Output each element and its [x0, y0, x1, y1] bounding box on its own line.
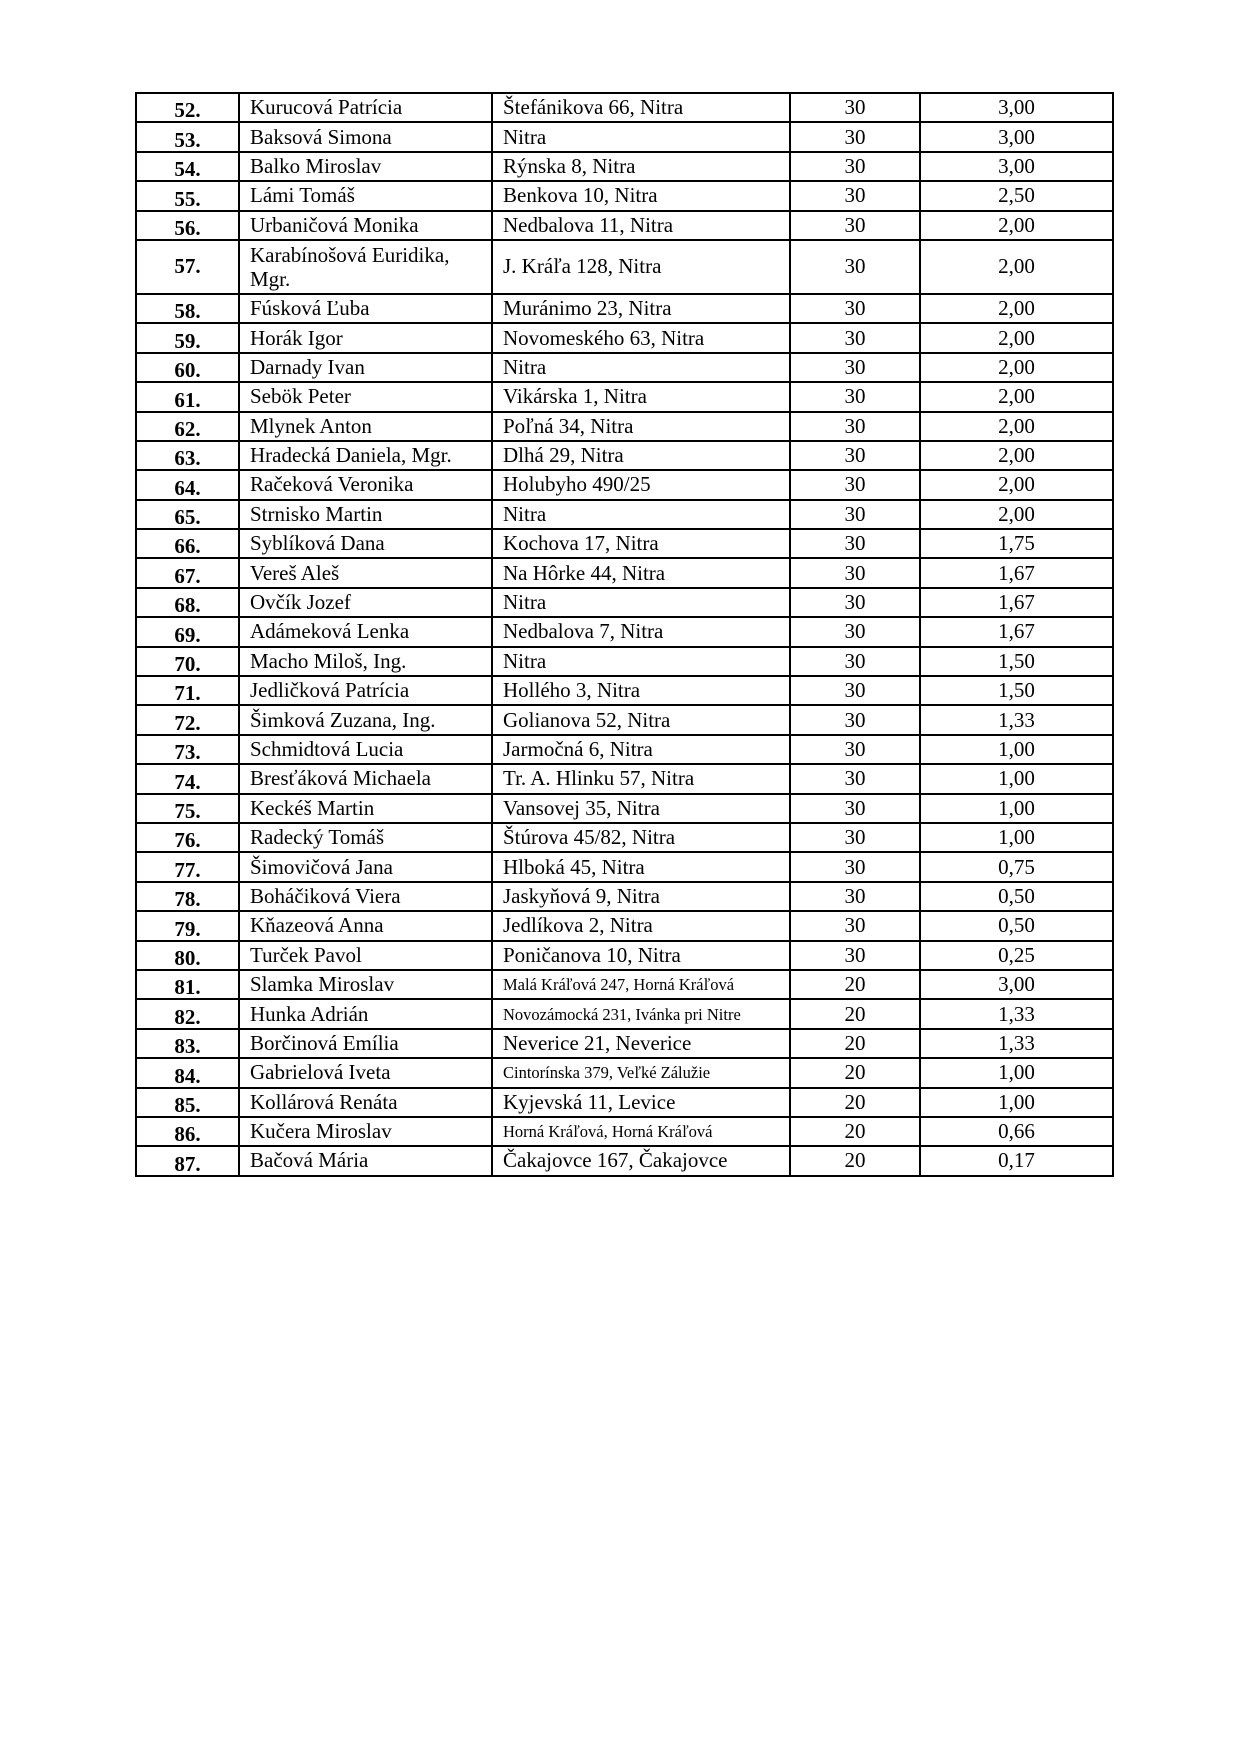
- score-value: 2,00: [920, 294, 1113, 323]
- count-value: 30: [790, 617, 920, 646]
- score-value: 0,17: [920, 1146, 1113, 1175]
- table-row: [136, 588, 1113, 617]
- row-number: 54.: [136, 152, 239, 181]
- row-number: 82.: [136, 999, 239, 1028]
- document-table-container: [135, 92, 1112, 1177]
- address: Holubyho 490/25: [492, 470, 790, 499]
- address: Štúrova 45/82, Nitra: [492, 823, 790, 852]
- count-value: 30: [790, 735, 920, 764]
- row-number: 70.: [136, 647, 239, 676]
- table-body: [136, 93, 1113, 1176]
- table-row: [136, 999, 1113, 1028]
- row-number: 62.: [136, 412, 239, 441]
- score-value: 2,00: [920, 353, 1113, 382]
- row-number: 65.: [136, 500, 239, 529]
- table-row: [136, 1058, 1113, 1087]
- address: Vikárska 1, Nitra: [492, 382, 790, 411]
- row-number: 56.: [136, 211, 239, 240]
- address: Dlhá 29, Nitra: [492, 441, 790, 470]
- table-row: [136, 794, 1113, 823]
- person-name: Balko Miroslav: [239, 152, 492, 181]
- count-value: 30: [790, 705, 920, 734]
- count-value: 30: [790, 529, 920, 558]
- score-value: 2,00: [920, 323, 1113, 352]
- row-number: 80.: [136, 941, 239, 970]
- count-value: 30: [790, 181, 920, 210]
- score-value: 2,00: [920, 240, 1113, 294]
- score-value: 1,67: [920, 617, 1113, 646]
- table-row: [136, 211, 1113, 240]
- row-number: 53.: [136, 122, 239, 151]
- address: Vansovej 35, Nitra: [492, 794, 790, 823]
- address: Poľná 34, Nitra: [492, 412, 790, 441]
- count-value: 20: [790, 999, 920, 1028]
- address: J. Kráľa 128, Nitra: [492, 240, 790, 294]
- table-row: [136, 122, 1113, 151]
- score-value: 2,00: [920, 412, 1113, 441]
- row-number: 72.: [136, 705, 239, 734]
- address: Kyjevská 11, Levice: [492, 1088, 790, 1117]
- score-value: 1,33: [920, 1029, 1113, 1058]
- person-name: Kollárová Renáta: [239, 1088, 492, 1117]
- table-row: [136, 500, 1113, 529]
- score-value: 2,00: [920, 382, 1113, 411]
- count-value: 20: [790, 1058, 920, 1087]
- person-name: Karabínošová Euridika, Mgr.: [239, 240, 492, 294]
- count-value: 30: [790, 764, 920, 793]
- count-value: 30: [790, 93, 920, 122]
- table-row: [136, 735, 1113, 764]
- address: Poničanova 10, Nitra: [492, 941, 790, 970]
- person-name: Turček Pavol: [239, 941, 492, 970]
- score-value: 1,00: [920, 823, 1113, 852]
- person-name: Kučera Miroslav: [239, 1117, 492, 1146]
- address: Tr. A. Hlinku 57, Nitra: [492, 764, 790, 793]
- person-name: Strnisko Martin: [239, 500, 492, 529]
- score-value: 1,75: [920, 529, 1113, 558]
- person-name: Baksová Simona: [239, 122, 492, 151]
- address: Nitra: [492, 353, 790, 382]
- table-row: [136, 882, 1113, 911]
- count-value: 30: [790, 470, 920, 499]
- person-name: Hradecká Daniela, Mgr.: [239, 441, 492, 470]
- person-name: Bresťáková Michaela: [239, 764, 492, 793]
- score-value: 1,50: [920, 676, 1113, 705]
- score-value: 1,33: [920, 999, 1113, 1028]
- score-value: 2,00: [920, 211, 1113, 240]
- count-value: 20: [790, 1088, 920, 1117]
- count-value: 30: [790, 294, 920, 323]
- count-value: 30: [790, 647, 920, 676]
- table-row: [136, 705, 1113, 734]
- count-value: 30: [790, 588, 920, 617]
- row-number: 76.: [136, 823, 239, 852]
- table-row: [136, 323, 1113, 352]
- score-value: 1,67: [920, 588, 1113, 617]
- person-name: Darnady Ivan: [239, 353, 492, 382]
- score-value: 1,00: [920, 735, 1113, 764]
- person-name: Šimková Zuzana, Ing.: [239, 705, 492, 734]
- table-row: [136, 941, 1113, 970]
- score-value: 0,25: [920, 941, 1113, 970]
- row-number: 66.: [136, 529, 239, 558]
- count-value: 30: [790, 240, 920, 294]
- table-row: [136, 823, 1113, 852]
- table-row: [136, 93, 1113, 122]
- row-number: 59.: [136, 323, 239, 352]
- table-row: [136, 353, 1113, 382]
- score-value: 0,75: [920, 852, 1113, 881]
- address: Nitra: [492, 647, 790, 676]
- count-value: 30: [790, 441, 920, 470]
- person-name: Radecký Tomáš: [239, 823, 492, 852]
- score-value: 1,00: [920, 1058, 1113, 1087]
- count-value: 30: [790, 353, 920, 382]
- row-number: 75.: [136, 794, 239, 823]
- address: Novozámocká 231, Ivánka pri Nitre: [492, 999, 790, 1028]
- row-number: 86.: [136, 1117, 239, 1146]
- table-row: [136, 1146, 1113, 1175]
- address: Hlboká 45, Nitra: [492, 852, 790, 881]
- count-value: 30: [790, 676, 920, 705]
- score-value: 1,00: [920, 1088, 1113, 1117]
- table-row: [136, 1117, 1113, 1146]
- count-value: 20: [790, 1146, 920, 1175]
- row-number: 81.: [136, 970, 239, 999]
- count-value: 30: [790, 323, 920, 352]
- person-name: Ovčík Jozef: [239, 588, 492, 617]
- score-value: 0,50: [920, 882, 1113, 911]
- score-value: 1,33: [920, 705, 1113, 734]
- score-value: 2,00: [920, 500, 1113, 529]
- person-name: Šimovičová Jana: [239, 852, 492, 881]
- address: Nitra: [492, 122, 790, 151]
- score-value: 2,00: [920, 470, 1113, 499]
- count-value: 30: [790, 152, 920, 181]
- table-row: [136, 647, 1113, 676]
- row-number: 68.: [136, 588, 239, 617]
- score-value: 1,50: [920, 647, 1113, 676]
- table-row: [136, 558, 1113, 587]
- row-number: 77.: [136, 852, 239, 881]
- table-row: [136, 294, 1113, 323]
- count-value: 30: [790, 211, 920, 240]
- address: Kochova 17, Nitra: [492, 529, 790, 558]
- address: Golianova 52, Nitra: [492, 705, 790, 734]
- count-value: 30: [790, 852, 920, 881]
- person-name: Boháčiková Viera: [239, 882, 492, 911]
- row-number: 64.: [136, 470, 239, 499]
- count-value: 30: [790, 122, 920, 151]
- score-value: 3,00: [920, 970, 1113, 999]
- count-value: 30: [790, 823, 920, 852]
- person-name: Račeková Veronika: [239, 470, 492, 499]
- row-number: 52.: [136, 93, 239, 122]
- table-row: [136, 1029, 1113, 1058]
- person-name: Urbaničová Monika: [239, 211, 492, 240]
- address: Cintorínska 379, Veľké Zálužie: [492, 1058, 790, 1087]
- person-name: Vereš Aleš: [239, 558, 492, 587]
- address: Čakajovce 167, Čakajovce: [492, 1146, 790, 1175]
- count-value: 20: [790, 970, 920, 999]
- row-number: 61.: [136, 382, 239, 411]
- table-row: [136, 617, 1113, 646]
- person-name: Syblíková Dana: [239, 529, 492, 558]
- table-row: [136, 764, 1113, 793]
- score-value: 1,00: [920, 764, 1113, 793]
- score-value: 3,00: [920, 122, 1113, 151]
- person-name: Slamka Miroslav: [239, 970, 492, 999]
- row-number: 84.: [136, 1058, 239, 1087]
- person-name: Borčinová Emília: [239, 1029, 492, 1058]
- count-value: 30: [790, 911, 920, 940]
- address: Rýnska 8, Nitra: [492, 152, 790, 181]
- address: Na Hôrke 44, Nitra: [492, 558, 790, 587]
- address: Horná Kráľová, Horná Kráľová: [492, 1117, 790, 1146]
- row-number: 55.: [136, 181, 239, 210]
- count-value: 30: [790, 500, 920, 529]
- person-name: Fúsková Ľuba: [239, 294, 492, 323]
- score-value: 1,67: [920, 558, 1113, 587]
- address: Neverice 21, Neverice: [492, 1029, 790, 1058]
- row-number: 58.: [136, 294, 239, 323]
- count-value: 30: [790, 382, 920, 411]
- table-row: [136, 152, 1113, 181]
- address: Jedlíkova 2, Nitra: [492, 911, 790, 940]
- address: Nitra: [492, 588, 790, 617]
- address: Nitra: [492, 500, 790, 529]
- person-name: Kňazeová Anna: [239, 911, 492, 940]
- row-number: 60.: [136, 353, 239, 382]
- person-name: Macho Miloš, Ing.: [239, 647, 492, 676]
- row-number: 69.: [136, 617, 239, 646]
- person-name: Adámeková Lenka: [239, 617, 492, 646]
- row-number: 78.: [136, 882, 239, 911]
- count-value: 30: [790, 412, 920, 441]
- address: Benkova 10, Nitra: [492, 181, 790, 210]
- row-number: 67.: [136, 558, 239, 587]
- row-number: 57.: [136, 240, 239, 294]
- table-row: [136, 441, 1113, 470]
- address: Štefánikova 66, Nitra: [492, 93, 790, 122]
- table-row: [136, 240, 1113, 294]
- table-row: [136, 911, 1113, 940]
- score-value: 3,00: [920, 152, 1113, 181]
- row-number: 85.: [136, 1088, 239, 1117]
- person-name: Jedličková Patrícia: [239, 676, 492, 705]
- address: Malá Kráľová 247, Horná Kráľová: [492, 970, 790, 999]
- table-row: [136, 382, 1113, 411]
- address: Nedbalova 11, Nitra: [492, 211, 790, 240]
- list-table: [135, 92, 1114, 1177]
- person-name: Horák Igor: [239, 323, 492, 352]
- person-name: Keckéš Martin: [239, 794, 492, 823]
- table-row: [136, 412, 1113, 441]
- person-name: Gabrielová Iveta: [239, 1058, 492, 1087]
- person-name: Schmidtová Lucia: [239, 735, 492, 764]
- score-value: 2,00: [920, 441, 1113, 470]
- count-value: 20: [790, 1117, 920, 1146]
- address: Nedbalova 7, Nitra: [492, 617, 790, 646]
- table-row: [136, 1088, 1113, 1117]
- count-value: 20: [790, 1029, 920, 1058]
- address: Hollého 3, Nitra: [492, 676, 790, 705]
- count-value: 30: [790, 558, 920, 587]
- row-number: 83.: [136, 1029, 239, 1058]
- score-value: 2,50: [920, 181, 1113, 210]
- score-value: 0,66: [920, 1117, 1113, 1146]
- row-number: 87.: [136, 1146, 239, 1175]
- address: Novomeského 63, Nitra: [492, 323, 790, 352]
- address: Jaskyňová 9, Nitra: [492, 882, 790, 911]
- count-value: 30: [790, 882, 920, 911]
- address: Jarmočná 6, Nitra: [492, 735, 790, 764]
- row-number: 74.: [136, 764, 239, 793]
- address: Muránimo 23, Nitra: [492, 294, 790, 323]
- person-name: Sebök Peter: [239, 382, 492, 411]
- table-row: [136, 970, 1113, 999]
- row-number: 63.: [136, 441, 239, 470]
- table-row: [136, 181, 1113, 210]
- score-value: 1,00: [920, 794, 1113, 823]
- table-row: [136, 470, 1113, 499]
- person-name: Kurucová Patrícia: [239, 93, 492, 122]
- person-name: Lámi Tomáš: [239, 181, 492, 210]
- count-value: 30: [790, 794, 920, 823]
- person-name: Mlynek Anton: [239, 412, 492, 441]
- score-value: 0,50: [920, 911, 1113, 940]
- table-row: [136, 529, 1113, 558]
- table-row: [136, 852, 1113, 881]
- person-name: Bačová Mária: [239, 1146, 492, 1175]
- row-number: 79.: [136, 911, 239, 940]
- score-value: 3,00: [920, 93, 1113, 122]
- row-number: 71.: [136, 676, 239, 705]
- table-row: [136, 676, 1113, 705]
- person-name: Hunka Adrián: [239, 999, 492, 1028]
- row-number: 73.: [136, 735, 239, 764]
- count-value: 30: [790, 941, 920, 970]
